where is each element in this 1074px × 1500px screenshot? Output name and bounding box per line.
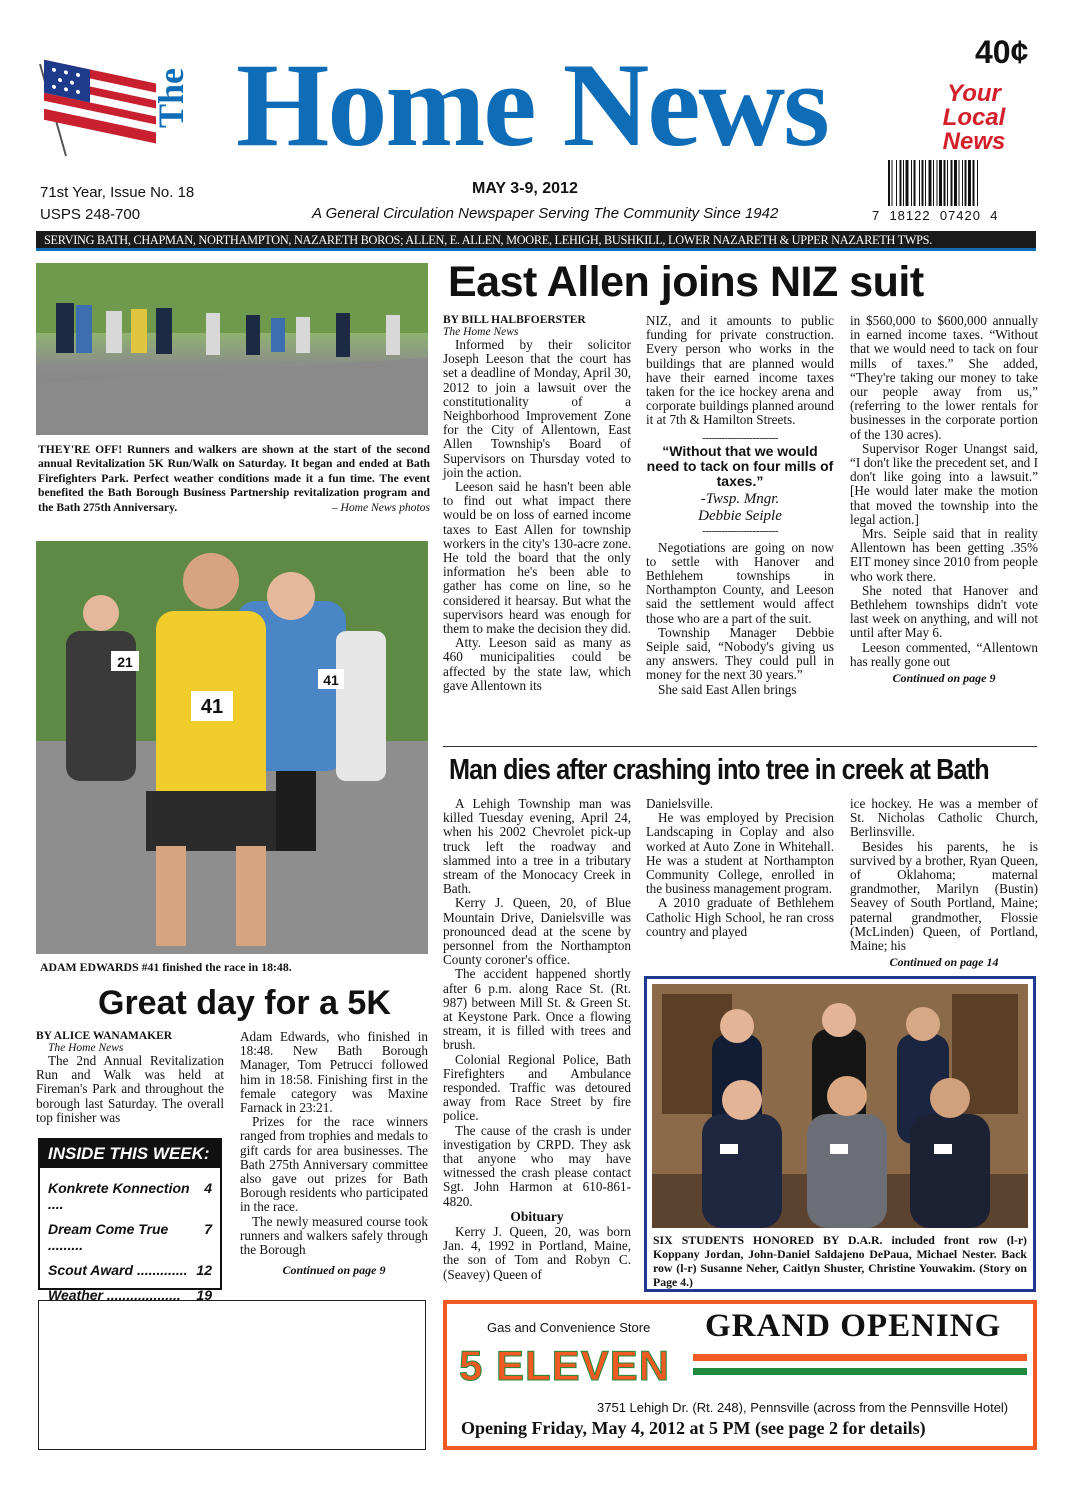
issue-date: MAY 3-9, 2012	[472, 180, 578, 197]
dar-photo	[652, 984, 1028, 1228]
runners-start-photo	[36, 263, 428, 435]
niz-source: The Home News	[443, 326, 519, 338]
masthead-subtitle: A General Circulation Newspaper Serving The Community Since 1942	[312, 205, 779, 222]
fivek-paragraph: Prizes for the race winners ranged from trophies and medals to gift cards for area businesses. The Bath 275th Anniversary committee also gave out prizes for Bath Borough residents who participated in the race.	[240, 1114, 428, 1215]
obituary-paragraph: Kerry J. Queen, 20, was born Jan. 4, 1992 in Portland, Maine, the son of Tom and Robyn C. (Seavey) Queen of	[443, 1223, 631, 1282]
adam-edwards-photo	[36, 541, 428, 954]
crash-paragraph: Besides his parents, he is survived by a brother, Ryan Queen, of Oklahoma; maternal grandmother, Marilyn (Bustin) Seavey of South Portland, Maine; paternal grandmother, Flossie (McLinden) Queen, of Portland, Maine; his	[850, 838, 1038, 954]
crash-paragraph: A Lehigh Township man was killed Tuesday evening, April 24, when his 2002 Chevrolet pick-up truck left the roadway and slammed into a tree in a tributary stream of the Monocacy Creek in Bath.	[443, 796, 631, 897]
bib-21: 21	[117, 654, 133, 670]
toc-label: Scout Award	[48, 1262, 134, 1278]
crash-column-2	[646, 797, 834, 939]
ad-store-type: Gas and Convenience Store	[487, 1320, 651, 1335]
year-issue: 71st Year, Issue No. 18	[40, 184, 195, 201]
pull-quote-name: Debbie Seiple	[698, 507, 782, 524]
toc-page: 7	[204, 1221, 212, 1237]
fivek-column-2	[240, 1030, 428, 1278]
niz-headline: East Allen joins NIZ suit	[448, 258, 924, 306]
toc-item[interactable]	[40, 1180, 220, 1212]
tagline-line1: Your	[947, 80, 1001, 107]
toc-page: 19	[196, 1287, 212, 1303]
niz-paragraph: She said East Allen brings	[658, 681, 797, 697]
ad-brand: 5 ELEVEN	[459, 1342, 671, 1389]
tagline	[934, 82, 1014, 154]
niz-paragraph: NIZ, and it amounts to public funding for private construction. Every person who works in the buildings that are planned would have their earned income taxes taken for the ice hockey arena and corporate buildings planned around it at 7th & Hamilton Streets.	[646, 313, 834, 428]
masthead-title: Home News	[236, 38, 828, 171]
niz-byline: BY BILL HALBFOERSTER	[443, 314, 586, 326]
fivek-paragraph: The 2nd Annual Revitalization Run and Walk was held at Fireman's Park and throughout the borough last Saturday. The overall top finisher was	[36, 1053, 224, 1125]
niz-paragraph: Leeson commented, “Allentown has really gone out	[850, 639, 1038, 669]
crash-paragraph: The accident happened shortly after 6 p.m. along Race St. (Rt. 987) between Mill St. & Green St. at Keystone Park. Once a flowing stream, it is filled with trees and brush.	[443, 966, 631, 1053]
inside-title: INSIDE THIS WEEK:	[40, 1140, 220, 1168]
pull-quote-attribution: -Twsp. Mngr.	[700, 490, 780, 507]
toc-item[interactable]	[40, 1221, 220, 1253]
niz-paragraph: Leeson said he hasn't been able to find out what impact there would be on loss of earned income taxes to East Allen for township workers in the city's 130-acre zone. He told the board that the only information he's been able to gather has come on line, so he considered it hearsay. But what the supervisors heard was enough for them to make the decision they did.	[443, 479, 631, 637]
toc-label: Dream Come True	[48, 1221, 169, 1237]
masthead-the: The	[151, 67, 191, 128]
toc-dots: ....	[48, 1196, 64, 1212]
barcode	[884, 160, 1036, 210]
toc-dots: .........	[48, 1237, 84, 1253]
toc-page: 12	[196, 1262, 212, 1278]
crash-paragraph: The cause of the crash is under investigation by CRPD. They ask that anyone who may have witnessed the crash please contact Sgt. John Harmon at 610-861-4820.	[443, 1122, 631, 1209]
toc-label: Konkrete Konnection	[48, 1180, 190, 1196]
fivek-source: The Home News	[48, 1042, 124, 1054]
niz-paragraph: She noted that Hanover and Bethlehem townships didn't vote last week on anything, and will not until after May 6.	[850, 582, 1038, 641]
price: 40¢	[975, 34, 1029, 70]
crash-paragraph: Danielsville.	[646, 796, 714, 811]
blank-ad-box	[38, 1300, 426, 1450]
obituary-heading: Obituary	[510, 1208, 564, 1224]
pull-quote-rule: ------------------------	[702, 431, 778, 444]
pull-quote	[646, 432, 834, 537]
runners-start-caption-text: THEY'RE OFF! Runners and walkers are shown at the start of the second annual Revitalization 5K Run/Walk on Saturday. It began and ended at Bath Firefighters Park. Perfect weather conditions made it a fun time. The event benefited the Bath Borough Business Partnership revitalization program and the Bath 275th Anniversary.	[38, 443, 430, 514]
toc-item[interactable]	[40, 1262, 220, 1278]
niz-paragraph: Township Manager Debbie Seiple said, “Nobody's giving us any answers. They could pull in money for the next 30 years.”	[646, 624, 834, 683]
niz-paragraph: Atty. Leeson said as many as 460 municipalities could be affected by the state law, which gave Allentown its	[443, 635, 631, 693]
niz-paragraph: Negotiations are going on now to settle with Hanover and Bethlehem townships in Northampton County, and Leeson said the settlement would affect those who are a part of the suit.	[646, 539, 834, 626]
niz-column-2	[646, 314, 834, 697]
toc-dots: ...................	[106, 1287, 181, 1303]
fivek-headline: Great day for a 5K	[98, 984, 391, 1022]
ad-address: 3751 Lehigh Dr. (Rt. 248), Pennsville (across from the Pennsville Hotel)	[597, 1400, 1009, 1415]
toc-dots: .............	[136, 1262, 188, 1278]
crash-column-1	[443, 797, 631, 1282]
grand-opening-ad	[443, 1300, 1037, 1450]
niz-paragraph: Informed by their solicitor Joseph Leeson that the court has set a deadline of Monday, April 30, 2012 to join a lawsuit over the constitutionality of a Neighborhood Improvement Zone for the City of Allentown, East Allen Township's Board of Supervisors on Thursday voted to join the action.	[443, 337, 631, 480]
fivek-continued: Continued on page 9	[282, 1263, 386, 1278]
fivek-column-1	[36, 1030, 224, 1125]
crash-paragraph: He was employed by Precision Landscaping in Coplay and also worked at Auto Zone in Whitehall. He was a student at Northampton Community College, enrolled in the business management program.	[646, 810, 834, 897]
niz-paragraph: Supervisor Roger Unangst said, “I don't like the precedent set, and I don't like going into a lawsuit.” [He would later make the motion that moved the township into the legal action.]	[850, 440, 1038, 527]
crash-paragraph: Kerry J. Queen, 20, of Blue Mountain Drive, Danielsville was pronounced dead at the scene by personnel from the Northampton County coroner's office.	[443, 895, 631, 968]
service-banner-text: SERVING BATH, CHAPMAN, NORTHAMPTON, NAZARETH BOROS; ALLEN, E. ALLEN, MOORE, LEHIGH, BUSHKILL, LOWER NAZARETH & UPPER NAZARETH TWPS.	[44, 233, 932, 247]
usps-number: USPS 248-700	[40, 206, 141, 223]
ad-opening: Opening Friday, May 4, 2012 at 5 PM (see page 2 for details)	[461, 1418, 926, 1438]
niz-column-1	[443, 314, 631, 693]
crash-continued: Continued on page 14	[889, 955, 999, 970]
crash-headline: Man dies after crashing into tree in creek at Bath	[449, 754, 989, 786]
crash-paragraph: A 2010 graduate of Bethlehem Catholic High School, he ran cross country and played	[646, 895, 834, 939]
crash-column-3	[850, 797, 1038, 970]
crash-paragraph: ice hockey. He was a member of St. Nicholas Catholic Church, Berlinsville.	[850, 796, 1038, 840]
tagline-line3: News	[942, 128, 1006, 155]
toc-label: Weather	[48, 1287, 103, 1303]
service-banner	[36, 231, 1036, 251]
runners-start-caption	[38, 443, 430, 515]
fivek-paragraph: The newly measured course took runners and walkers safely through the Borough	[240, 1213, 428, 1258]
barcode-number: 7 18122 07420 4	[872, 208, 999, 223]
section-divider	[443, 746, 1037, 747]
pull-quote-text: “Without that we would need to tack on four mills of taxes.”	[646, 442, 834, 489]
niz-paragraph: Mrs. Seiple said that in reality Allentown has been getting .35% EIT money since 2010 from people who work there.	[850, 526, 1038, 584]
adam-edwards-caption: ADAM EDWARDS #41 finished the race in 18:48.	[40, 960, 292, 974]
pull-quote-rule: ------------------------	[702, 524, 778, 537]
dar-caption: SIX STUDENTS HONORED BY D.A.R. included front row (l-r) Koppany Jordan, John-Daniel Saldajeno DePaua, Michael Nester. Back row (l-r) Susanne Neher, Caitlyn Shuster, Christine Youwakim. (Story on Page 4.)	[653, 1233, 1027, 1289]
niz-paragraph: in $560,000 to $600,000 annually in earned income taxes. “Without that we would need to tack on four mills of taxes.” She added, “They're taking our money to take our people away from us,” (referring to the lower rentals for businesses in the corporate portion of the 130 acres).	[850, 313, 1038, 442]
ad-stripes	[693, 1354, 1027, 1375]
us-flag-icon	[36, 56, 164, 160]
fivek-paragraph: Adam Edwards, who finished in 18:48. New Bath Borough Manager, Tom Petrucci followed him in 18:58. Finishing first in the female category was Maxine Farnack in 23:21.	[240, 1029, 428, 1116]
fivek-byline: BY ALICE WANAMAKER	[36, 1030, 173, 1042]
dar-photo-frame	[644, 976, 1036, 1292]
crash-paragraph: Colonial Regional Police, Bath Firefighters and Ambulance responded. Traffic was detoured away from Race Street by fire police.	[443, 1051, 631, 1124]
niz-continued: Continued on page 9	[892, 671, 996, 686]
toc-page: 4	[204, 1180, 212, 1196]
niz-column-3	[850, 314, 1038, 686]
inside-this-week-box	[38, 1138, 222, 1303]
ad-headline: GRAND OPENING	[705, 1308, 1002, 1344]
bib-41-right: 41	[323, 672, 339, 688]
photo-credit: – Home News photos	[331, 500, 430, 514]
bib-41-main: 41	[200, 696, 224, 718]
tagline-line2: Local	[942, 104, 1006, 131]
